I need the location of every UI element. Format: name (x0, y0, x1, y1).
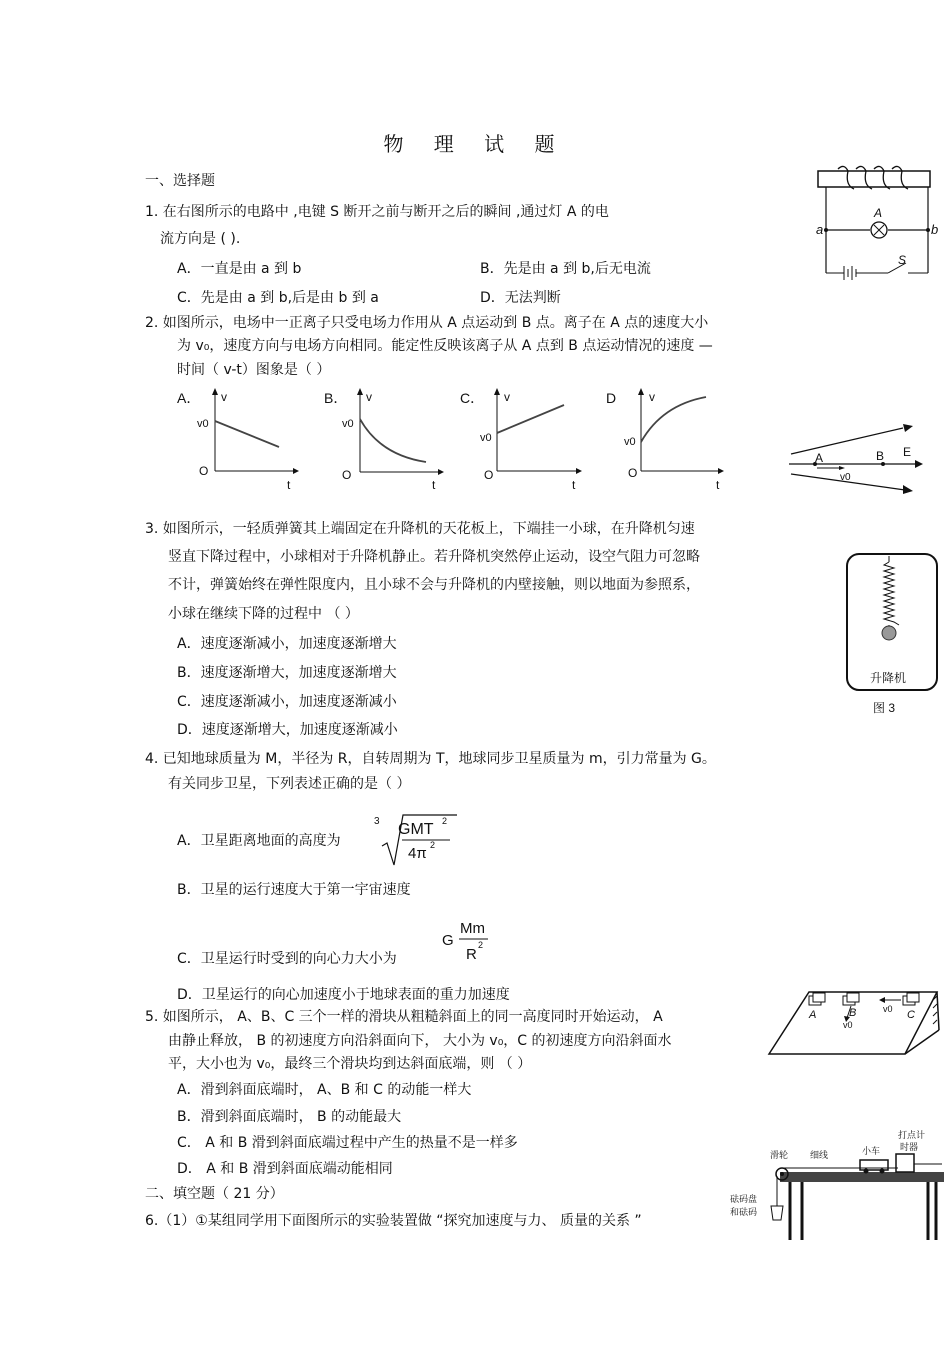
q1-option-a: A．一直是由 a 到 b (177, 261, 302, 277)
q2-stem-line1: 2. 如图所示，电场中一正离子只受电场力作用从 A 点运动到 B 点。离子在 A 点的速度大小 (145, 315, 709, 331)
q2-graph-a-v: v (221, 390, 227, 404)
q1-option-b: B．先是由 a 到 b,后无电流 (480, 261, 651, 277)
q6-apparatus-figure (728, 1124, 946, 1242)
q2-graph-b (322, 385, 447, 495)
q1-circuit-figure (810, 165, 940, 280)
q6-fig-label-string: 细线 (810, 1150, 829, 1160)
q4-force-denominator-exp: 2 (478, 940, 484, 950)
q1-stem-line2: 流方向是 ( ). (160, 231, 241, 247)
q2-graph-d-t: t (716, 478, 720, 492)
q1-stem-line1: 1. 在右图所示的电路中 ,电键 S 断开之前与断开之后的瞬间 ,通过灯 A 的电 (145, 204, 609, 220)
q1-fig-label-b: b (931, 222, 939, 237)
q2-graph-d-label: D (606, 390, 617, 406)
q6-fig-label-weight-1: 砝码盘 (730, 1194, 758, 1204)
q6-fig-label-cart: 小车 (862, 1146, 881, 1156)
q5-fig-label-a: A (809, 1009, 817, 1021)
q2-stem-line3: 时间（ v-t）图象是（ ） (177, 362, 331, 378)
q2-graph-a-origin: O (199, 464, 209, 478)
q2-graph-a (175, 385, 300, 495)
q6-fig-label-timer-2: 时器 (900, 1142, 919, 1152)
q5-fig-label-v0-c: v0 (883, 1004, 893, 1014)
q3-elevator-figure (845, 552, 940, 717)
q2-graph-d-v: v (649, 390, 655, 404)
q2-stem-line2: 为 v₀，速度方向与电场方向相同。能定性反映该离子从 A 点到 B 点运动情况的速度 — (177, 338, 713, 354)
q6-fig-label-timer-1: 打点计 (898, 1130, 926, 1140)
q6-fig-label-pulley: 滑轮 (770, 1150, 789, 1160)
q2-graph-c-v0: v0 (480, 432, 492, 444)
q4-stem-line1: 4. 已知地球质量为 M，半径为 R，自转周期为 T，地球同步卫星质量为 m，引力常量为 G。 (145, 751, 716, 767)
q3-fig-label: 升降机 (870, 671, 907, 685)
q3-option-a: A．速度逐渐减小，加速度逐渐增大 (177, 636, 397, 652)
q4-option-c: C．卫星运行时受到的向心力大小为 (177, 951, 397, 967)
q1-fig-label-a: a (816, 222, 824, 237)
q2-graph-b-v0: v0 (342, 418, 354, 430)
q2-field-label-e: E (903, 445, 912, 459)
q2-field-figure (785, 420, 925, 500)
section-heading-choice: 一、选择题 (145, 173, 215, 189)
q4-option-c-formula (440, 915, 500, 965)
q1-option-c: C．先是由 a 到 b,后是由 b 到 a (177, 290, 379, 306)
q4-root-index: 3 (374, 816, 380, 827)
q5-stem-line3: 平，大小也为 v₀，最终三个滑块均到达斜面底端，则 （ ） (168, 1056, 532, 1072)
q5-option-d: D． A 和 B 滑到斜面底端动能相同 (177, 1161, 393, 1177)
q4-stem-line2: 有关同步卫星，下列表述正确的是（ ） (168, 776, 411, 792)
q5-option-b: B．滑到斜面底端时， B 的动能最大 (177, 1109, 402, 1125)
q1-fig-label-lamp: A (874, 206, 883, 220)
q4-option-d: D．卫星运行的向心加速度小于地球表面的重力加速度 (177, 987, 510, 1003)
q3-stem-line2: 竖直下降过程中，小球相对于升降机静止。若升降机突然停止运动，设空气阻力可忽略 (168, 549, 700, 565)
q2-graph-b-v: v (366, 390, 372, 404)
q5-option-c: C． A 和 B 滑到斜面底端过程中产生的热量不是一样多 (177, 1135, 518, 1151)
q2-graph-d (604, 385, 729, 495)
q3-option-d: D．速度逐渐增大，加速度逐渐减小 (177, 722, 398, 738)
q2-graph-b-label: B． (324, 390, 348, 406)
q2-graph-a-label: A． (177, 390, 201, 406)
q6-stem-line1: 6.（1）①某组同学用下面图所示的实验装置做 “探究加速度与力、 质量的关系 ” (145, 1213, 642, 1229)
q4-force-g: G (442, 932, 454, 949)
section-heading-fill: 二、填空题（ 21 分） (145, 1186, 284, 1202)
q2-graph-a-t: t (287, 478, 291, 492)
q2-field-label-v0: v0 (840, 472, 851, 483)
q4-force-numerator: Mm (460, 920, 485, 937)
q4-numerator: GMT (398, 821, 434, 838)
q3-option-c: C．速度逐渐减小，加速度逐渐减小 (177, 694, 397, 710)
q2-graph-d-v0: v0 (624, 436, 636, 448)
q5-fig-label-b: B (849, 1007, 857, 1019)
q3-stem-line4: 小球在继续下降的过程中 （ ） (168, 606, 359, 622)
q2-graph-d-origin: O (628, 466, 638, 480)
q2-graph-b-t: t (432, 478, 436, 492)
q3-stem-line3: 不计，弹簧始终在弹性限度内，且小球不会与升降机的内壁接触，则以地面为参照系， (168, 577, 700, 593)
q3-fig-caption: 图 3 (873, 701, 896, 715)
q1-option-d: D．无法判断 (480, 290, 561, 306)
q4-option-a-formula (372, 808, 462, 870)
q2-field-label-b: B (876, 449, 885, 463)
q5-incline-figure (765, 988, 943, 1058)
q5-fig-label-c: C (907, 1009, 915, 1021)
q5-option-a: A．滑到斜面底端时， A、B 和 C 的动能一样大 (177, 1082, 472, 1098)
q4-option-a: A．卫星距离地面的高度为 (177, 833, 341, 849)
q3-stem-line1: 3. 如图所示，一轻质弹簧其上端固定在升降机的天花板上，下端挂一小球，在升降机匀速 (145, 521, 695, 537)
q4-denominator: 4π (408, 845, 427, 862)
q1-fig-label-switch: S (898, 253, 907, 267)
q2-graph-c-origin: O (484, 468, 494, 482)
q2-field-label-a: A (815, 451, 824, 465)
q5-stem-line2: 由静止释放， B 的初速度方向沿斜面向下， 大小为 v₀，C 的初速度方向沿斜面水 (168, 1033, 672, 1049)
q2-graph-a-v0: v0 (197, 418, 209, 430)
q2-graph-b-origin: O (342, 468, 352, 482)
q6-fig-label-weight-2: 和砝码 (730, 1207, 758, 1217)
page-title: 物 理 试 题 (383, 132, 567, 156)
q4-force-denominator: R (466, 946, 477, 963)
q3-option-b: B．速度逐渐增大，加速度逐渐增大 (177, 665, 397, 681)
q4-numerator-exp: 2 (442, 816, 448, 826)
q2-graph-c-v: v (504, 390, 510, 404)
q5-stem-line1: 5. 如图所示， A、B、C 三个一样的滑块从粗糙斜面上的同一高度同时开始运动， A (145, 1009, 663, 1025)
q4-option-b: B．卫星的运行速度大于第一宇宙速度 (177, 882, 411, 898)
q5-fig-label-v0-b: v0 (843, 1020, 853, 1030)
q2-graph-c (460, 385, 585, 495)
q2-graph-c-label: C． (460, 390, 485, 406)
q2-graph-c-t: t (572, 478, 576, 492)
q4-denominator-exp: 2 (430, 840, 436, 850)
